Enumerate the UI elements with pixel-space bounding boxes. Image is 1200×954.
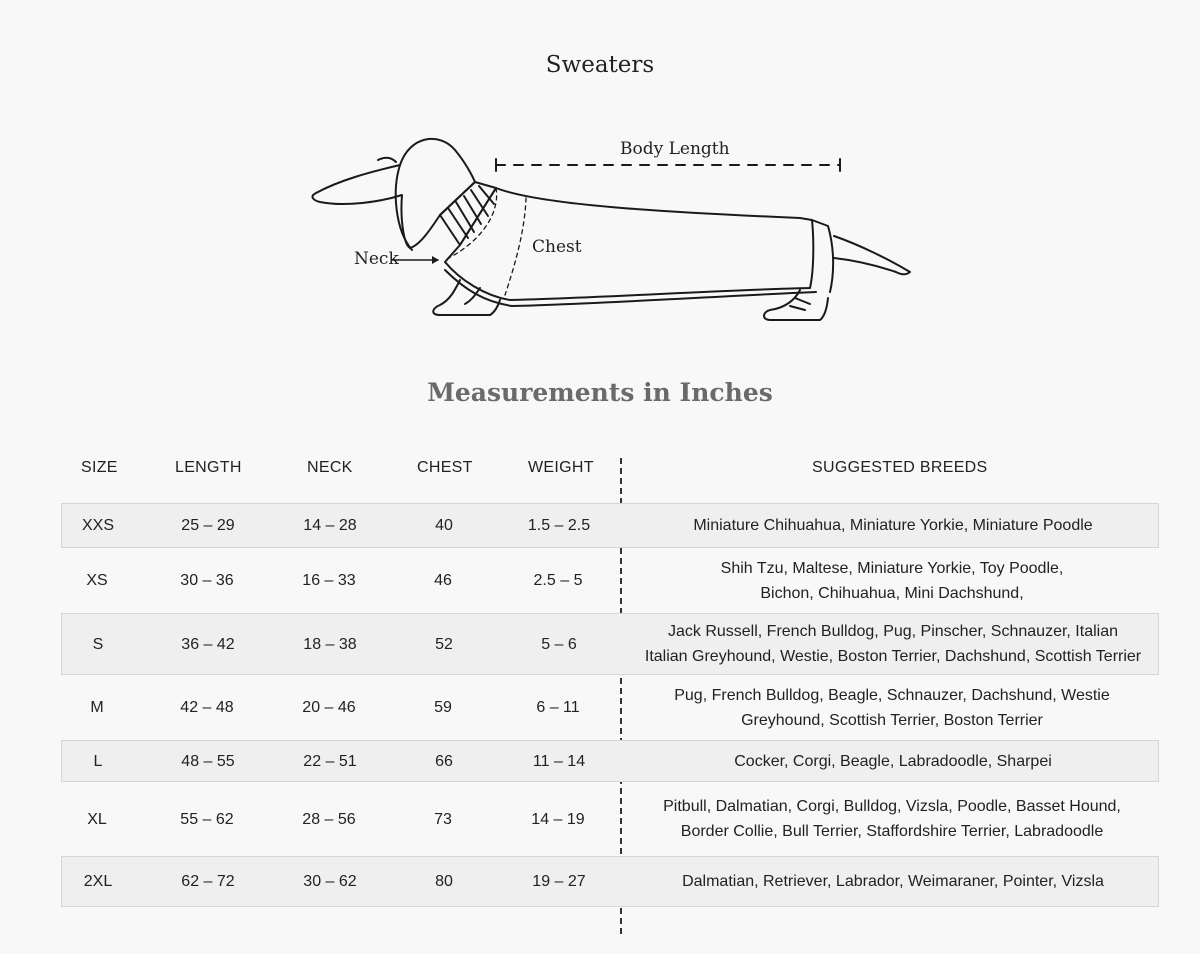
header-length: LENGTH [175, 459, 242, 476]
breeds-line: Miniature Chihuahua, Miniature Yorkie, Miniature Poodle [693, 517, 1093, 534]
cell-neck: 18 – 38 [303, 635, 357, 653]
table-row [61, 675, 1159, 740]
breeds-line: Cocker, Corgi, Beagle, Labradoodle, Sharpei [734, 752, 1052, 770]
dachshund-diagram [300, 120, 940, 340]
breeds-line: Border Collie, Bull Terrier, Staffordshire Terrier, Labradoodle [680, 823, 1104, 840]
cell-weight: 2.5 – 5 [533, 572, 583, 589]
cell-neck: 22 – 51 [303, 752, 357, 770]
table-row [61, 613, 1159, 675]
neck-label: Neck [354, 249, 399, 269]
header-weight: WEIGHT [528, 459, 594, 476]
cell-size: XL [87, 810, 107, 828]
cell-weight: 11 – 14 [532, 752, 586, 770]
breeds-line: Dalmatian, Retriever, Labrador, Weimaraner, Pointer, Vizsla [682, 873, 1104, 890]
cell-breeds [626, 675, 1158, 740]
cell-neck: 20 – 46 [302, 699, 356, 716]
cell-breeds [627, 614, 1159, 674]
cell-weight: 14 – 19 [531, 810, 585, 828]
cell-breeds [626, 548, 1158, 613]
breeds-line: Jack Russell, French Bulldog, Pug, Pinscher, Schnauzer, Italian [667, 623, 1118, 640]
cell-length: 62 – 72 [181, 873, 235, 890]
breeds-line: Italian Greyhound, Westie, Boston Terrier, Dachshund, Scottish Terrier [644, 648, 1142, 665]
header-neck: NECK [307, 459, 353, 476]
dog-sweater-body [445, 188, 813, 300]
cell-length: 48 – 55 [181, 752, 235, 770]
cell-length: 42 – 48 [180, 699, 234, 716]
cell-length: 55 – 62 [180, 810, 234, 828]
cell-weight: 1.5 – 2.5 [527, 517, 591, 534]
cell-size: XS [86, 572, 108, 589]
cell-breeds [626, 782, 1158, 856]
header-suggested-breeds: SUGGESTED BREEDS [812, 459, 988, 476]
breeds-line: Shih Tzu, Maltese, Miniature Yorkie, Toy Poodle, [720, 559, 1064, 577]
dog-ear [396, 165, 412, 250]
cell-size: M [90, 699, 104, 716]
cell-size: S [92, 635, 104, 653]
table-row [61, 856, 1159, 907]
cell-size: L [93, 752, 103, 770]
cell-neck: 16 – 33 [302, 572, 356, 589]
cell-neck: 30 – 62 [303, 873, 357, 890]
chest-measure-arc [505, 198, 526, 295]
cell-weight: 5 – 6 [541, 635, 577, 653]
collar [440, 182, 496, 245]
cell-chest: 52 [435, 635, 453, 653]
breeds-line: Pug, French Bulldog, Beagle, Schnauzer, Dachshund, Westie [674, 686, 1110, 704]
table-row [61, 503, 1159, 548]
cell-chest: 80 [435, 873, 453, 890]
page-title: Sweaters [545, 52, 655, 78]
cell-breeds [627, 741, 1159, 781]
cell-weight: 6 – 11 [536, 699, 580, 716]
body-length-label: Body Length [620, 139, 730, 159]
cell-size: 2XL [83, 873, 113, 890]
cell-chest: 73 [434, 810, 452, 828]
table-row [61, 548, 1159, 613]
dog-tail [834, 236, 910, 274]
breeds-line: Greyhound, Scottish Terrier, Boston Terrier [741, 711, 1043, 729]
dog-front-legs [433, 280, 500, 315]
cell-weight: 19 – 27 [532, 873, 586, 890]
cell-chest: 59 [434, 699, 452, 716]
cell-chest: 46 [434, 572, 452, 589]
cell-length: 30 – 36 [180, 572, 234, 589]
cell-size: XXS [81, 517, 114, 534]
table-row [61, 782, 1159, 856]
cell-length: 36 – 42 [181, 635, 235, 653]
section-subtitle: Measurements in Inches [427, 378, 773, 407]
cell-neck: 28 – 56 [302, 810, 356, 828]
cell-neck: 14 – 28 [303, 517, 357, 534]
chest-label: Chest [532, 237, 582, 257]
header-size: SIZE [81, 459, 118, 476]
header-chest: CHEST [417, 459, 473, 476]
dog-eye [378, 158, 396, 162]
cell-length: 25 – 29 [181, 517, 235, 534]
table-row [61, 740, 1159, 782]
cell-breeds [627, 857, 1159, 906]
cell-chest: 66 [435, 752, 453, 770]
breeds-line: Pitbull, Dalmatian, Corgi, Bulldog, Vizsla, Poodle, Basset Hound, [663, 798, 1121, 815]
breeds-line: Bichon, Chihuahua, Mini Dachshund, [760, 584, 1024, 602]
cell-breeds [627, 504, 1159, 547]
cell-chest: 40 [435, 517, 453, 534]
